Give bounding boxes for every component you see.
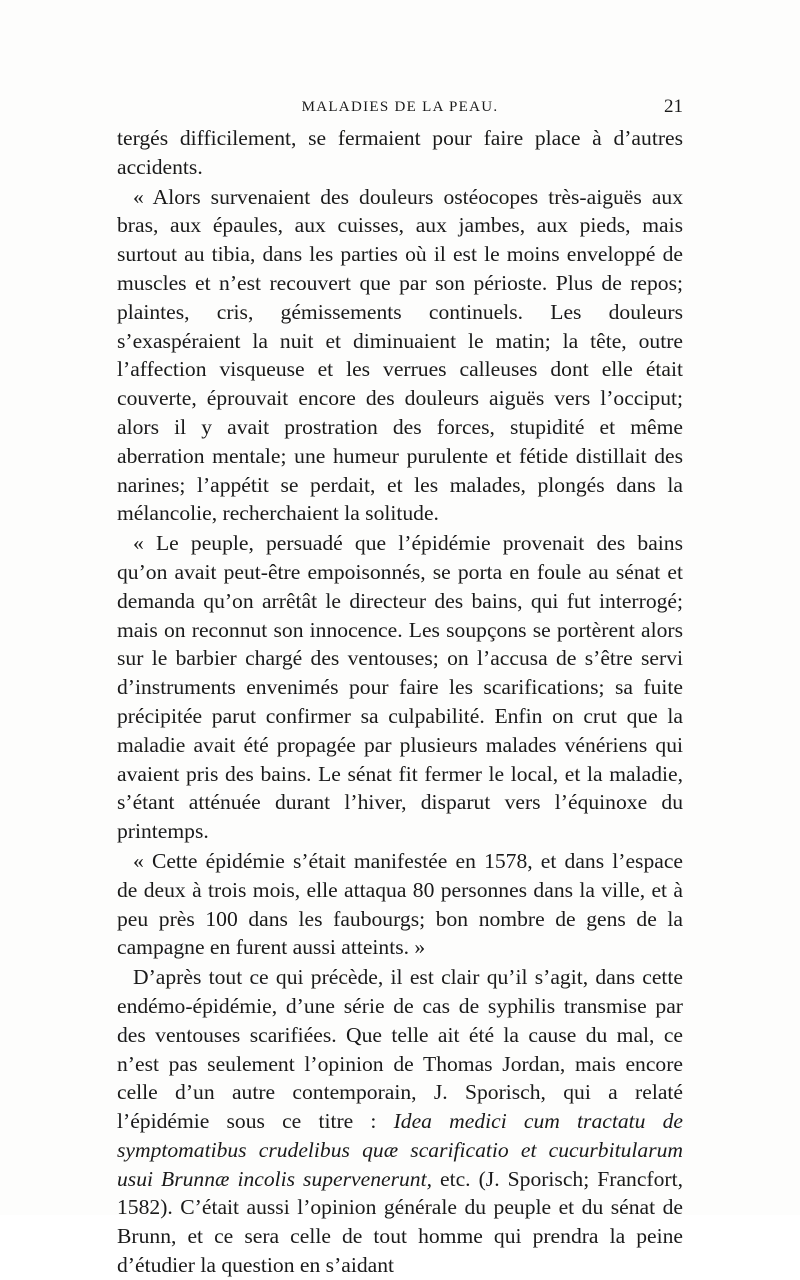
page-number: 21 [664, 96, 683, 117]
paragraph-epidemic-count: « Cette épidémie s’était manifestée en 1578, et dans l’espace de deux à trois mois, elle attaqua 80 personnes dans la ville, et à peu près 100 dans les faubourgs; bon nombre de gens de la campagne en furent aussi atteints. » [117, 848, 683, 960]
running-title: MALADIES DE LA PEAU. [301, 99, 499, 115]
conclusion-text-before: D’après tout ce qui précède, il est clair qu’il s’agit, dans cette endémo-épidémie, d’une série de cas de syphilis transmise par des ventouses scarifiées. Que telle ait été la cause du mal, ce n’est pas seulement l’opinion de Thomas Jordan, mais encore celle d’un autre contemporain, J. Sporisch, qui a relaté l’épidémie sous ce titre : [117, 965, 683, 1134]
paragraph-symptoms: « Alors survenaient des douleurs ostéocopes très-aiguës aux bras, aux épaules, aux cuisses, aux jambes, aux pieds, mais surtout au tibia, dans les parties où il est le moins enveloppé de muscles et n’est recouvert que par son périoste. Plus de repos; plaintes, cris, gémissements continuels. Les douleurs s’exaspéraient la nuit et diminuaient le matin; la tête, outre l’affection visqueuse et les verrues calleuses dont elle était couverte, éprouvait encore des douleurs aiguës vers l’occiput; alors il y avait prostration des forces, stupidité et même aberration mentale; une humeur purulente et fétide distillait des narines; l’appétit se perdait, et les malades, plongés dans la mélancolie, recherchaient la solitude. [117, 184, 683, 526]
paragraph-public-suspicion: « Le peuple, persuadé que l’épidémie provenait des bains qu’on avait peut-être empoisonnés, se porta en foule au sénat et demanda qu’on arrêtât le directeur des bains, qui fut interrogé; mais on reconnut son innocence. Les soupçons se portèrent alors sur le barbier chargé des ventouses; on l’accusa de s’être servi d’instruments envenimés pour faire les scarifications; sa fuite précipitée parut confirmer sa culpabilité. Enfin on crut que la maladie avait été propagée par plusieurs malades vénériens qui avaient pris des bains. Le sénat fit fermer le local, et la maladie, s’étant atténuée durant l’hiver, disparut vers l’équinoxe du printemps. [117, 531, 683, 844]
paragraph-conclusion [117, 963, 683, 1280]
body-text [117, 124, 683, 1280]
paragraph-continuation: tergés difficilement, se fermaient pour faire place à d’autres accidents. [117, 126, 683, 179]
work-title-italic: Idea medici cum tractatu de symptomatibus crudelibus quæ scarificatio et cucurbitularum usui Brunnæ incolis supervenerunt, [117, 1109, 683, 1191]
conclusion-text-after: etc. (J. Sporisch; Francfort, 1582). C’était aussi l’opinion générale du peuple et du sénat de Brunn, et ce sera celle de tout homme qui prendra la peine d’étudier la question en s’aidant [117, 1166, 683, 1278]
page-header [117, 96, 683, 120]
